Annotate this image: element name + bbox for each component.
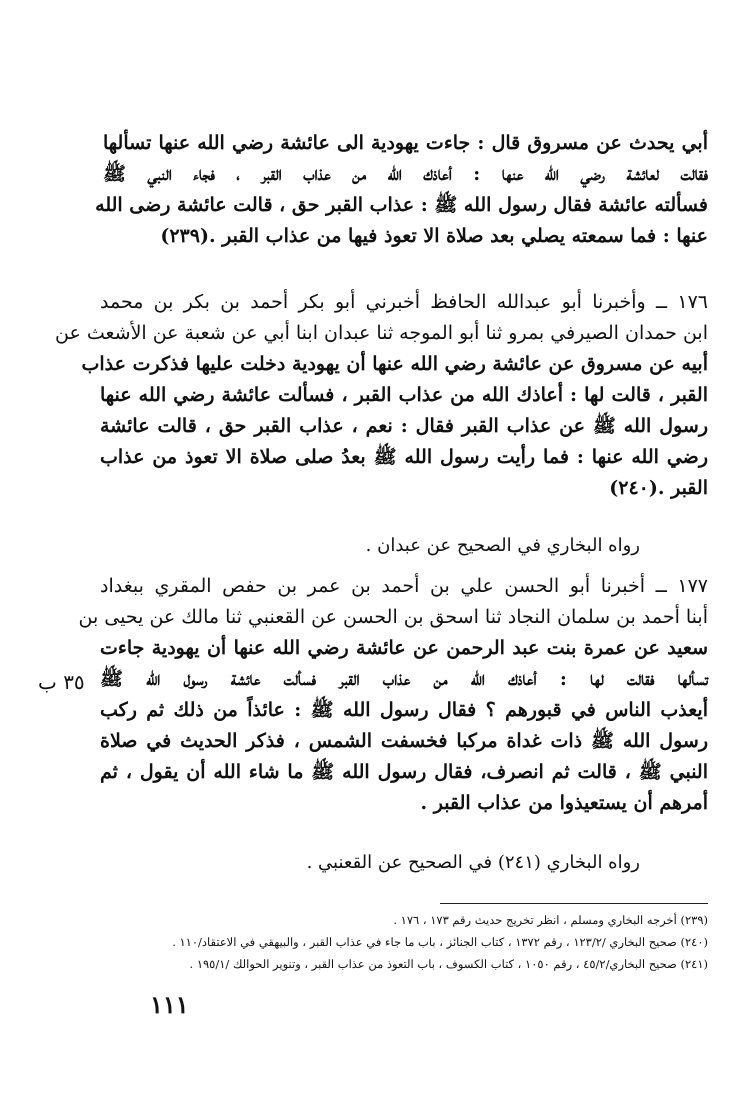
narration-note-176	[300, 531, 640, 561]
text-line: ١٧٧ ــ أخبرنا أبو الحسن علي بن أحمد بن عمر بن حفص المقري ببغداد	[100, 575, 708, 597]
narration-note-177	[300, 848, 640, 878]
text-line: رضي الله عنها : فما رأيت رسول الله ﷺ بعدُ صلى صلاة الا تعوذ من عذاب	[100, 446, 708, 468]
page-number: ١١١	[150, 990, 189, 1019]
text-line: ابن حمدان الصيرفي بمرو ثنا أبو الموجه ثنا عبدان ابنا أبي عن شعبة عن الأشعث عن	[54, 322, 708, 344]
paragraph-hadith-176	[54, 287, 708, 504]
text-line: فسألته عائشة فقال رسول الله ﷺ : عذاب القبر حق ، قالت عائشة رضى الله	[95, 194, 708, 216]
text-line: رسول الله ﷺ عن عذاب القبر فقال : نعم ، عذاب القبر حق ، قالت عائشة	[100, 415, 708, 437]
text-line: أيعذب الناس في قبورهم ؟ فقال رسول الله ﷺ : عائذاً من ذلك ثم ركب	[100, 699, 708, 721]
text-line: أبي يحدث عن مسروق قال : جاءت يهودية الى عائشة رضي الله عنها تسألها	[103, 132, 708, 154]
text-line: القبر ، قالت لها : أعاذك الله من عذاب القبر ، فسألت عائشة رضي الله عنها	[100, 384, 708, 406]
text-line: عنها : فما سمعته يصلي بعد صلاة الا تعوذ فيها من عذاب القبر .(٢٣٩)	[160, 225, 708, 247]
footnote-239: (٢٣٩) أخرجه البخاري ومسلم ، انظر تخريج حديث رقم ١٧٣ ، ١٧٦ .	[393, 913, 708, 927]
manuscript-margin-reference: ٣٥ ب	[38, 670, 85, 694]
text-line: تسألها فقالت لها : أعاذك الله من عذاب القبر فسألت عائشة رسول الله ﷺ	[100, 668, 708, 690]
text-line: أبيه عن مسروق عن عائشة رضي الله عنها أن يهودية دخلت عليها فذكرت عذاب	[81, 353, 708, 375]
footnotes	[108, 909, 708, 975]
text-line: أبنا أحمد بن سلمان النجاد ثنا اسحق بن الحسن عن القعنبي ثنا مالك عن يحيى بن	[78, 606, 708, 628]
narration-note-text: رواه البخاري في الصحيح عن عبدان .	[365, 535, 640, 556]
paragraph-hadith-175-continued	[95, 128, 708, 252]
text-line: أمرهم أن يستعيذوا من عذاب القبر .	[420, 792, 708, 814]
narration-note-text: رواه البخاري (٢٤١) في الصحيح عن القعنبي .	[306, 852, 640, 873]
text-line: النبي ﷺ ، قالت ثم انصرف، فقال رسول الله ﷺ ما شاء الله أن يقول ، ثم	[100, 761, 708, 783]
text-line: ١٧٦ ــ وأخبرنا أبو عبدالله الحافظ أخبرني أبو بكر أحمد بن بكر بن محمد	[100, 291, 708, 313]
footnote-240: (٢٤٠) صحيح البخاري /١٢٣/٢ ، رقم ١٣٧٢ ، كتاب الجنائز ، باب ما جاء في عذاب القبر ، والبيهقي في الاعتقاد/١١٠ .	[172, 935, 708, 949]
footnote-divider	[440, 903, 708, 904]
footnote-241: (٢٤١) صحيح البخاري/٤٥/٢ ، رقم ١٠٥٠ ، كتاب الكسوف ، باب التعوذ من عذاب القبر ، وتنوير الحوالك /١٩٥/١ .	[189, 957, 708, 971]
text-line: رسول الله ﷺ ذات غداة مركبا فخسفت الشمس ، فذكر الحديث في صلاة	[100, 730, 708, 752]
paragraph-hadith-177	[78, 571, 708, 819]
text-line: القبر .(٢٤٠)	[609, 477, 708, 499]
text-line: سعيد عن عمرة بنت عبد الرحمن عن عائشة رضي الله عنها أن يهودية جاءت	[100, 637, 708, 659]
text-line: فقالت لعائشة رضي الله عنها : أعاذك الله من عذاب القبر ، فجاء النبي ﷺ	[103, 163, 708, 185]
